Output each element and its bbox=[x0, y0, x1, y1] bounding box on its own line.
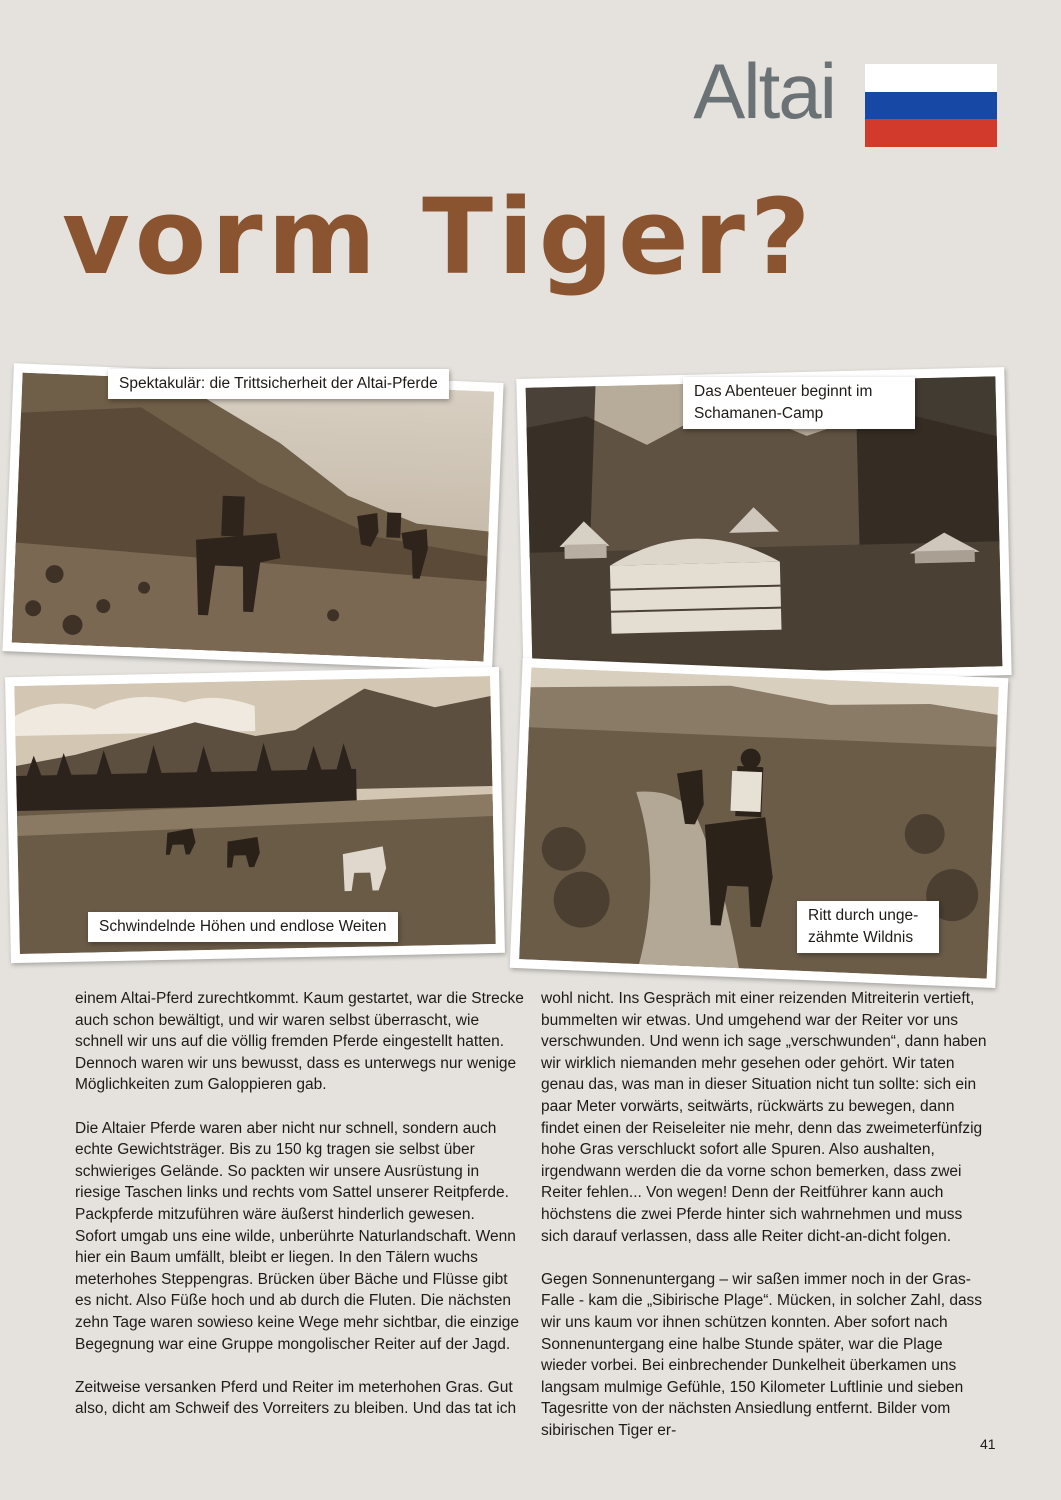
headline: vorm Tiger? bbox=[62, 176, 816, 298]
photo-rocky-slope bbox=[2, 363, 503, 670]
text-column-right bbox=[541, 988, 991, 1463]
page-number: 41 bbox=[980, 1436, 996, 1452]
caption-photo-2-line-1: Das Abenteuer beginnt im bbox=[694, 383, 873, 400]
caption-photo-3: Schwindelnde Höhen und endlose Weiten bbox=[88, 912, 398, 942]
caption-photo-4-line-2: zähmte Wildnis bbox=[808, 929, 914, 946]
paragraph: Gegen Sonnenuntergang – wir saßen immer noch in der Gras-Falle - kam die „Sibirische Plage“. Mücken, in solcher Zahl, dass wir uns kaum vor ihnen schützen konnten. Aber sofort nach Sonnenuntergang eine halbe Stunde später, war die Plage wieder vorbei. Bei einbrechender Dunkelheit überkamen uns langsam mulmige Gefühle, 150 Kilometer Luftlinie und sieben Tagesritte von der nächsten Ansiedlung entfernt. Bilder vom sibirischen Tiger er- bbox=[541, 1270, 983, 1439]
caption-photo-2 bbox=[683, 377, 915, 429]
russian-flag-icon bbox=[865, 64, 997, 147]
caption-photo-4 bbox=[797, 901, 939, 953]
paragraph: Sofort umgab uns eine wilde, unberührte Naturlandschaft. Wenn hier ein Baum umfällt, bleibt er liegen. In den Tälern wuchs meterhohes Steppengras. Brücken über Bäche und Flüsse gibt es nicht. Also Füße hoch und ab durch die Fluten. Die nächsten zehn Tage waren sowieso keine Wege mehr sichtbar, die einzige Begegnung war eine Gruppe mongolischer Reiter auf der Jagd. bbox=[75, 1227, 520, 1353]
paragraph: wohl nicht. Ins Gespräch mit einer reizenden Mitreiterin vertieft, bummelten wir etwas. Und umgehend war der Reiter vor uns verschwunden. Und wenn ich sage „verschwunden“, dann haben wir wirklich niemanden mehr gesehen oder gehört. Wir taten genau das, was man in dieser Situation nicht tun sollte: sich ein paar Meter vorwärts, seitwärts, rückwärts zu bewegen, dann findet einen der Reiseleiter nie mehr, denn das zweimeterfünfzig hohe Gras verschluckt sofort alle Spuren. Also aushalten, irgendwann werden die da vorne schon bemerken, dass zwei Reiter fehlen... Von wegen! Denn der Reitführer kann auch höchstens die zwei Pferde hinter sich wahrnehmen und muss sich darauf verlassen, dass alle Reiter dicht-an-dicht folgen. bbox=[541, 990, 987, 1245]
paragraph: Die Altaier Pferde waren aber nicht nur schnell, sondern auch echte Gewichtsträger. Bis zu 150 kg tragen sie selbst über schwieriges Gelände. So packten wir unsere Ausrüstung in riesige Taschen links und rechts vom Sattel unserer Reitpferde. Packpferde mitzuführen wäre äußerst hinderlich gewesen. bbox=[75, 1119, 509, 1223]
caption-photo-4-line-1: Ritt durch unge- bbox=[808, 907, 919, 924]
paragraph: einem Altai-Pferd zurechtkommt. Kaum gestartet, war die Strecke auch schon bewältigt, und wir waren selbst überrascht, wie schnell wir uns auf die völlig fremden Pferde eingestellt hatten. Dennoch waren wir uns bewusst, dass es unterwegs nur wenige Möglichkeiten zum Galoppieren gab. bbox=[75, 990, 524, 1094]
flag-stripe-white bbox=[865, 64, 997, 92]
flag-stripe-blue bbox=[865, 92, 997, 120]
paragraph: Zeitweise versanken Pferd und Reiter im meterhohen Gras. Gut also, dicht am Schweif des Vorreiters zu bleiben. Und das tat ich bbox=[75, 1378, 517, 1418]
flag-stripe-red bbox=[865, 119, 997, 147]
caption-photo-2-line-2: Schamanen-Camp bbox=[694, 405, 824, 422]
region-title: Altai bbox=[693, 47, 835, 135]
text-column-left bbox=[75, 988, 525, 1441]
caption-photo-1: Spektakulär: die Trittsicherheit der Altai-Pferde bbox=[108, 369, 449, 399]
